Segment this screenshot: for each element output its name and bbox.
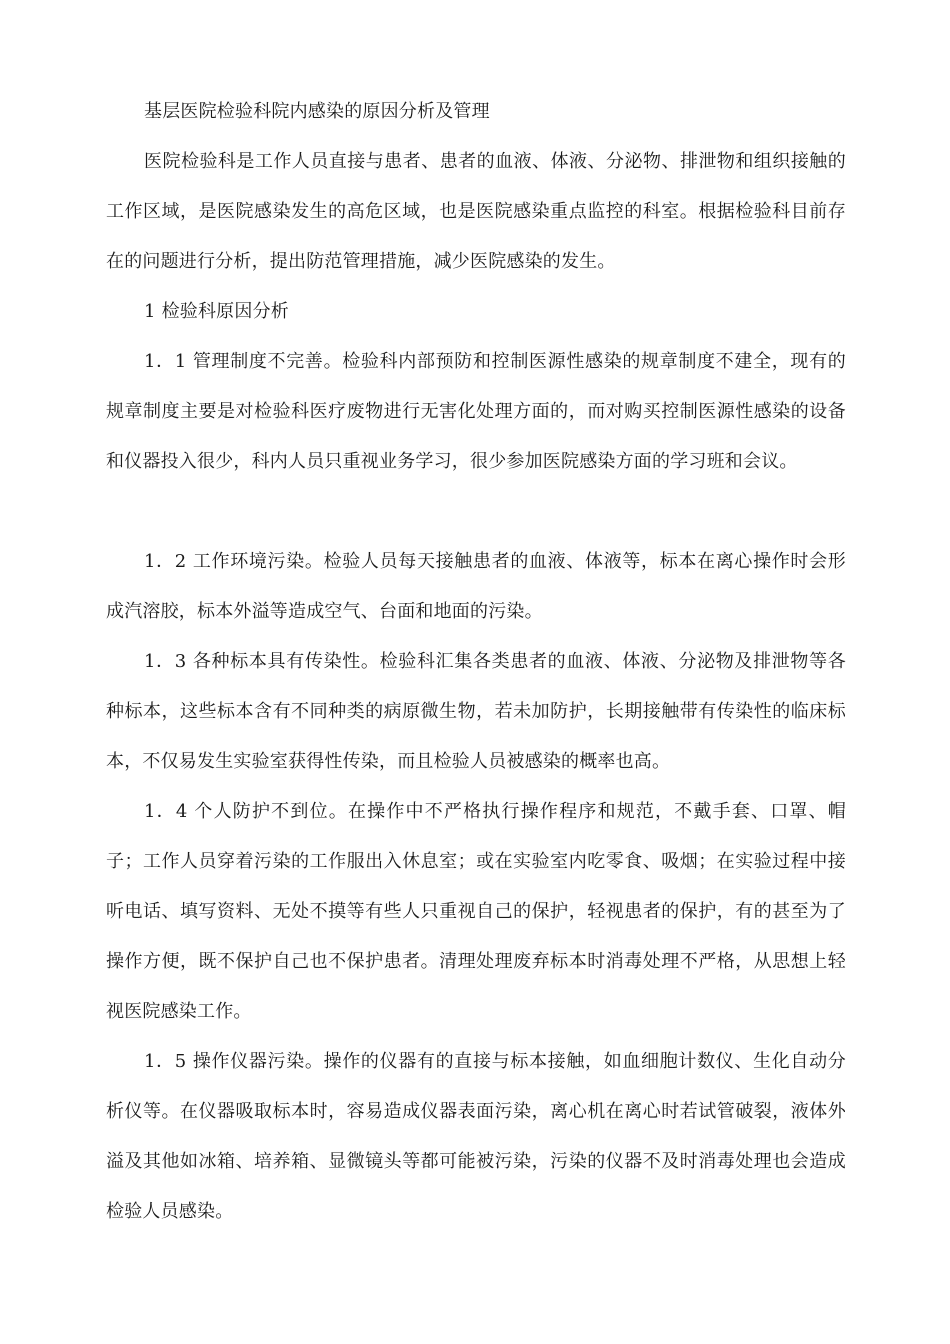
paragraph-1-1: 1．1 管理制度不完善。检验科内部预防和控制医源性感染的规章制度不建全，现有的规章制度主要是对检验科医疗废物进行无害化处理方面的，而对购买控制医源性感染的设备和仪器投入很少，科内人员只重视业务学习，很少参加医院感染方面的学习班和会议。 xyxy=(106,351,846,472)
paragraph-1-4: 1．4 个人防护不到位。在操作中不严格执行操作程序和规范，不戴手套、口罩、帽子；工作人员穿着污染的工作服出入休息室；或在实验室内吃零食、吸烟；在实验过程中接听电话、填写资料、无处不摸等有些人只重视自己的保护，轻视患者的保护，有的甚至为了操作方便，既不保护自己也不保护患者。清理处理废弃标本时消毒处理不严格，从思想上轻视医院感染工作。 xyxy=(106,801,846,1022)
document-title: 基层医院检验科院内感染的原因分析及管理 xyxy=(144,101,490,122)
paragraph-1-2: 1．2 工作环境污染。检验人员每天接触患者的血液、体液等，标本在离心操作时会形成汽溶胶，标本外溢等造成空气、台面和地面的污染。 xyxy=(106,551,846,622)
paragraph-1-5: 1．5 操作仪器污染。操作的仪器有的直接与标本接触，如血细胞计数仪、生化自动分析仪等。在仪器吸取标本时，容易造成仪器表面污染，离心机在离心时若试管破裂，液体外溢及其他如冰箱、培养箱、显微镜头等都可能被污染，污染的仪器不及时消毒处理也会造成检验人员感染。 xyxy=(106,1051,846,1222)
paragraph-1-3: 1．3 各种标本具有传染性。检验科汇集各类患者的血液、体液、分泌物及排泄物等各种标本，这些标本含有不同种类的病原微生物，若未加防护，长期接触带有传染性的临床标本，不仅易发生实验室获得性传染，而且检验人员被感染的概率也高。 xyxy=(106,651,846,772)
section-heading-1: 1 检验科原因分析 xyxy=(144,301,289,322)
paragraph-intro: 医院检验科是工作人员直接与患者、患者的血液、体液、分泌物、排泄物和组织接触的工作区域，是医院感染发生的高危区域，也是医院感染重点监控的科室。根据检验科目前存在的问题进行分析，提出防范管理措施，减少医院感染的发生。 xyxy=(106,151,846,272)
